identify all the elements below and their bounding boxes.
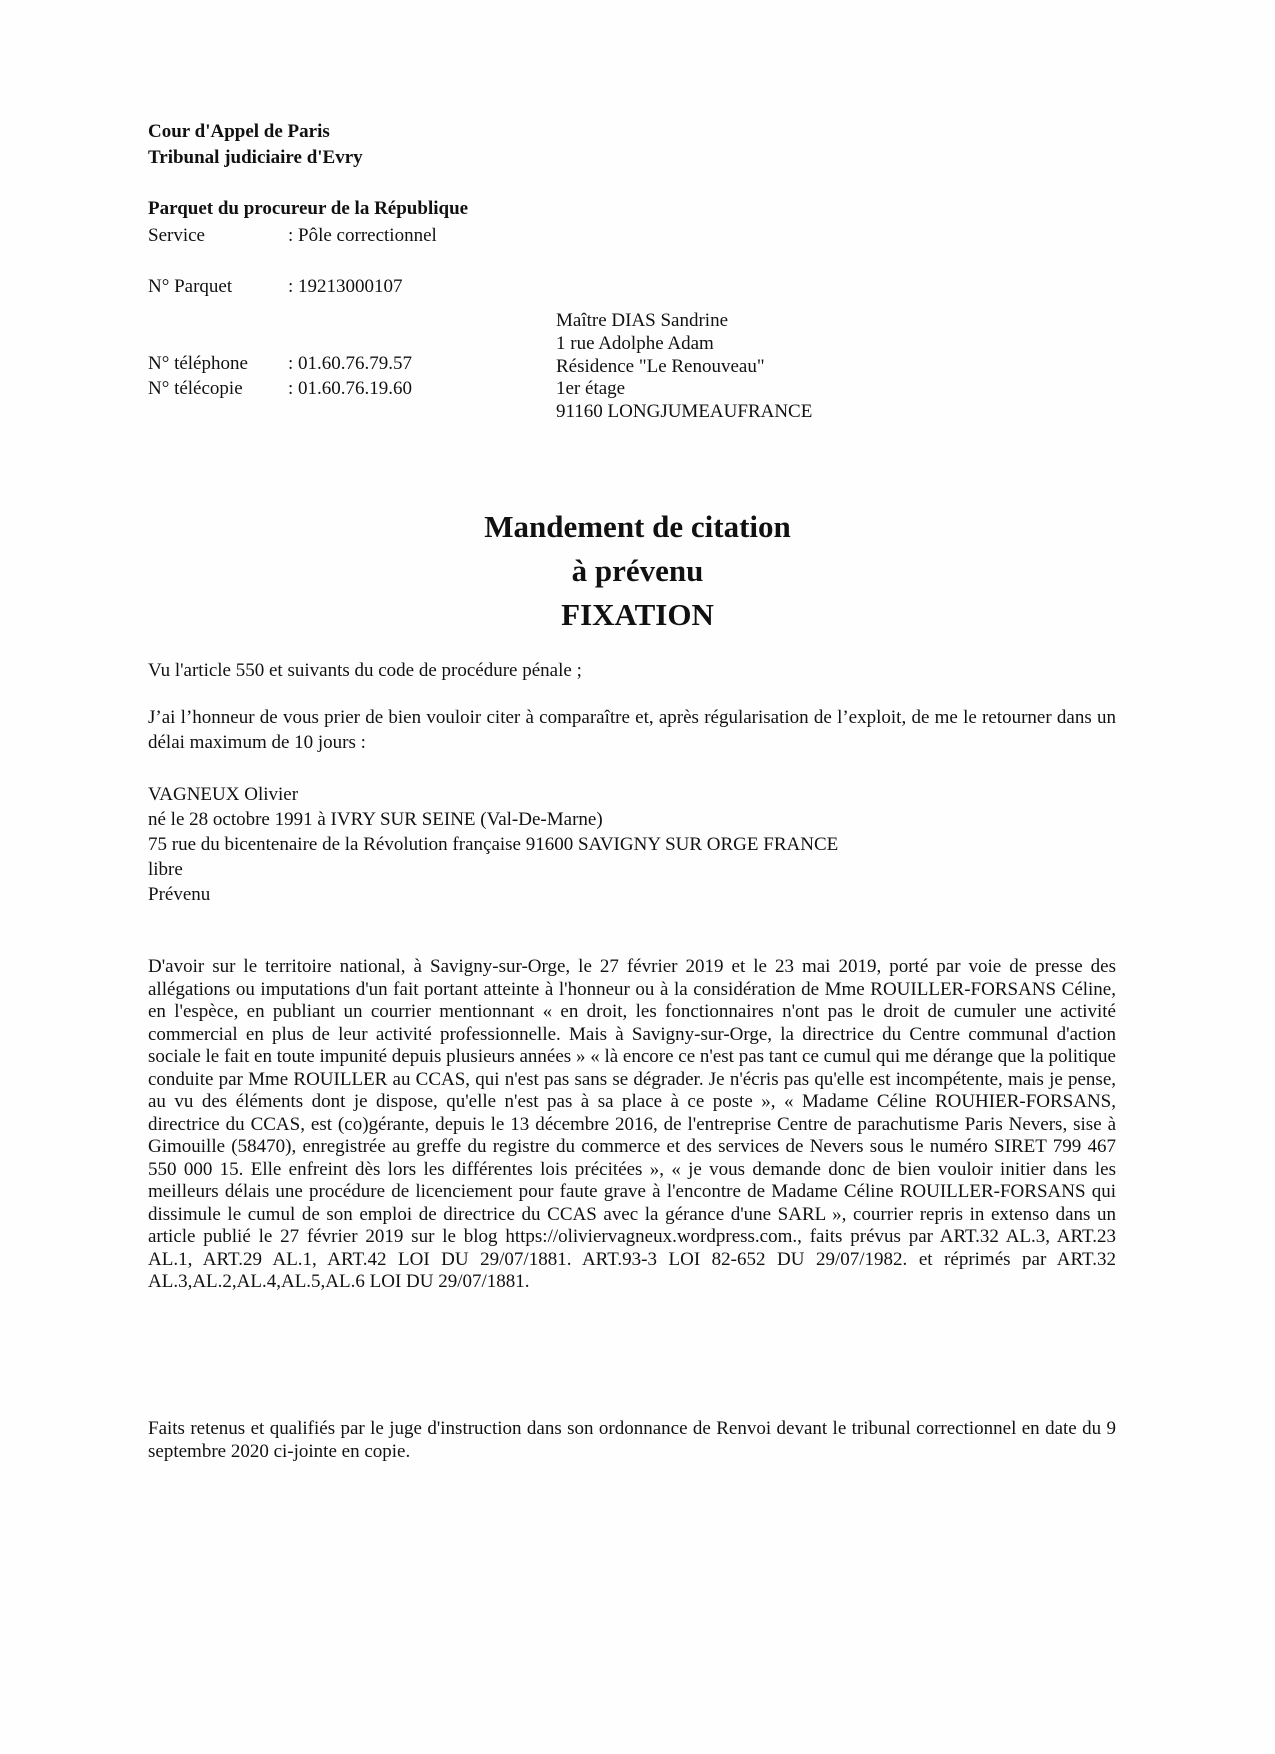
defendant-status: libre bbox=[148, 859, 183, 880]
parquet-heading: Parquet du procureur de la République bbox=[148, 198, 469, 219]
request-paragraph: J’ai l’honneur de vous prier de bien vouloir citer à comparaître et, après régularisation de l’exploit, de me le retourner dans un délai maximum de 10 jours : bbox=[148, 707, 1116, 753]
fax-label: N° télécopie bbox=[148, 378, 243, 399]
defendant-birth: né le 28 octobre 1991 à IVRY SUR SEINE (Val-De-Marne) bbox=[148, 809, 603, 830]
court-name: Cour d'Appel de Paris bbox=[148, 121, 330, 142]
service-value: : Pôle correctionnel bbox=[288, 225, 437, 246]
phone-value: : 01.60.76.79.57 bbox=[288, 353, 413, 374]
recipient-address bbox=[556, 310, 812, 424]
legal-basis: Vu l'article 550 et suivants du code de procédure pénale ; bbox=[148, 660, 582, 681]
defendant-role: Prévenu bbox=[148, 884, 211, 905]
title-line-1: Mandement de citation bbox=[484, 509, 791, 544]
title-line-3: FIXATION bbox=[561, 597, 714, 632]
recipient-line: 1 rue Adolphe Adam bbox=[556, 332, 714, 354]
recipient-line: Maître DIAS Sandrine bbox=[556, 310, 729, 331]
recipient-line: 91160 LONGJUMEAUFRANCE bbox=[556, 401, 813, 423]
service-label: Service bbox=[148, 225, 205, 246]
charges-paragraph: D'avoir sur le territoire national, à Savigny-sur-Orge, le 27 février 2019 et le 23 mai 2019, porté par voie de presse des allégations ou imputations d'un fait portant atteinte à l'honneur ou à la considération de Mme ROUILLER-FORSANS Céline, en l'espèce, en publiant un courrier mentionnant « en droit, les fonctionnaires n'ont pas le droit de cumuler une activité commercial en plus de leur activité professionnelle. Mais à Savigny-sur-Orge, la directrice du Centre communal d'action sociale le fait en toute impunité depuis plusieurs années » « là encore ce n'est pas tant ce cumul qui me dérange que la politique conduite par Mme ROUILLER au CCAS, qui n'est pas sans se dégrader. Je n'écris pas qu'elle est incompétente, mais je pense, au vu des éléments dont je dispose, qu'elle n'est pas à sa place à ce poste », « Madame Céline ROUHIER-FORSANS, directrice du CCAS, est (co)gérante, depuis le 13 décembre 2016, de l'entreprise Centre de parachutisme Paris Nevers, sise à Gimouille (58470), enregistrée au greffe du registre du commerce et des services de Nevers sous le numéro SIRET 799 467 550 000 15. Elle enfreint dès lors les différentes lois précitées », « je vous demande donc de bien vouloir initier dans les meilleurs délais une procédure de licenciement pour faute grave à l'encontre de Madame Céline ROUILLER-FORSANS qui dissimule le cumul de son emploi de directrice du CCAS avec la gérance d'une SARL », courrier repris in extenso dans un article publié le 27 février 2019 sur le blog https://oliviervagneux.wordpress.com., faits prévus par ART.32 AL.3, ART.23 AL.1, ART.29 AL.1, ART.42 LOI DU 29/07/1881. ART.93-3 LOI 82-652 DU 29/07/1982. et réprimés par ART.32 AL.3,AL.2,AL.4,AL.5,AL.6 LOI DU 29/07/1881. bbox=[148, 956, 1116, 1292]
phone-label: N° téléphone bbox=[148, 353, 248, 374]
defendant-address: 75 rue du bicentenaire de la Révolution française 91600 SAVIGNY SUR ORGE FRANCE bbox=[148, 834, 839, 855]
tribunal-name: Tribunal judiciaire d'Evry bbox=[148, 147, 363, 168]
defendant-block bbox=[148, 782, 1116, 907]
recipient-line: 1er étage bbox=[556, 378, 626, 400]
recipient-line: Résidence "Le Renouveau" bbox=[556, 355, 765, 377]
title-line-2: à prévenu bbox=[571, 553, 704, 588]
parquet-number-label: N° Parquet bbox=[148, 276, 233, 297]
defendant-name: VAGNEUX Olivier bbox=[148, 784, 299, 805]
fax-value: : 01.60.76.19.60 bbox=[288, 378, 413, 399]
referral-paragraph: Faits retenus et qualifiés par le juge d'instruction dans son ordonnance de Renvoi devant le tribunal correctionnel en date du 9 septembre 2020 ci-jointe en copie. bbox=[148, 1418, 1116, 1462]
document-title bbox=[0, 505, 1275, 637]
parquet-number-value: : 19213000107 bbox=[288, 276, 403, 297]
